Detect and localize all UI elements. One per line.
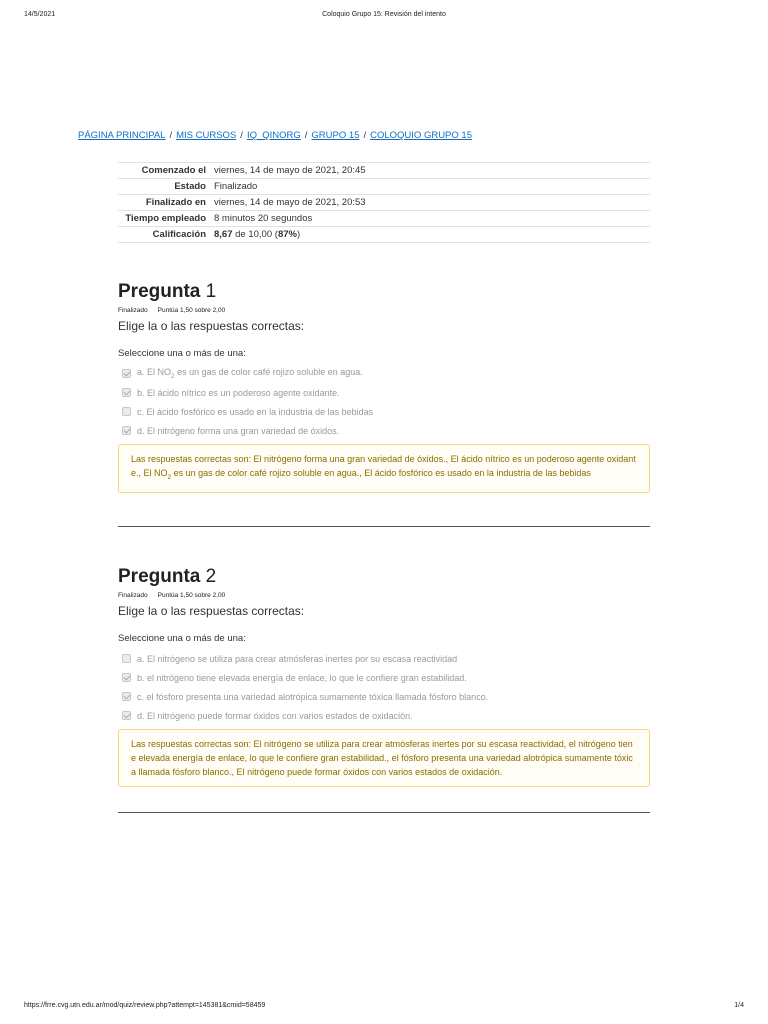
option-text-cont: es un gas de color café rojizo soluble en agua.	[174, 367, 363, 378]
question-info	[118, 306, 650, 315]
answer-option-d	[118, 706, 650, 725]
breadcrumb-separator: /	[304, 130, 308, 141]
option-label: b. El ácido nítrico es un poderoso agente oxidante.	[137, 387, 340, 398]
question-divider	[118, 526, 650, 527]
correct-answer-feedback	[118, 729, 650, 787]
feedback-text: Las respuestas correctas son: El nitrógeno se utiliza para crear atmósferas inertes por su escasa reactividad, el nitrógeno tiene elevada energía de enlace, lo que le confiere gran estabilidad., el fósforo presenta una variedad alotrópica sumamente tóxica llamada fósforo blanco., El nitrógeno puede formar óxidos con varios estados de oxidación.	[131, 739, 633, 777]
summary-row-started	[118, 163, 650, 179]
breadcrumb-my-courses[interactable]: MIS CURSOS	[176, 130, 237, 141]
correct-answer-feedback	[118, 444, 650, 493]
option-label	[137, 367, 363, 380]
option-label: d. El nitrógeno forma una gran variedad de óxidos.	[137, 425, 340, 436]
question-info	[118, 591, 650, 600]
option-label: a. El nitrógeno se utiliza para crear atmósferas inertes por su escasa reactividad	[137, 653, 458, 664]
summary-value: viernes, 14 de mayo de 2021, 20:53	[214, 197, 366, 208]
answer-prompt: Seleccione una o más de una:	[118, 633, 246, 644]
print-page-number: 1/4	[734, 1002, 744, 1009]
option-text: a. El NO	[137, 367, 172, 378]
checkbox-checked	[122, 426, 131, 435]
answer-option-b	[118, 668, 650, 687]
grade-score: 8,67	[214, 229, 233, 240]
summary-value: 8 minutos 20 segundos	[214, 213, 313, 224]
summary-label: Finalizado en	[145, 197, 206, 208]
question-state: Finalizado	[118, 307, 148, 314]
option-label: c. El ácido fosfórico es usado en la industria de las bebidas	[137, 406, 374, 417]
answer-option-b	[118, 383, 650, 402]
checkbox-checked	[122, 369, 131, 378]
option-subscript: 2	[171, 372, 175, 380]
attempt-summary-table	[118, 162, 650, 243]
print-date: 14/5/2021	[24, 11, 56, 18]
summary-label: Calificación	[152, 229, 206, 240]
question-grade: Puntúa 1,50 sobre 2,00	[157, 592, 226, 599]
grade-percent: 87%	[277, 229, 297, 240]
checkbox-unchecked	[122, 407, 131, 416]
feedback-text-cont: es un gas de color café rojizo soluble en agua., El ácido fosfórico es usado en la industria de las bebidas	[171, 468, 591, 478]
question-number: 2	[205, 566, 217, 587]
checkbox-checked	[122, 388, 131, 397]
grade-of: de 10,00	[235, 229, 273, 240]
feedback-subscript: 2	[167, 473, 172, 481]
checkbox-checked	[122, 711, 131, 720]
breadcrumb-separator: /	[363, 130, 367, 141]
answer-option-a	[118, 649, 650, 668]
summary-label: Comenzado el	[141, 165, 206, 176]
option-label: b. el nitrógeno tiene elevada energía de enlace, lo que le confiere gran estabilidad.	[137, 672, 467, 683]
checkbox-checked	[122, 692, 131, 701]
answer-option-d	[118, 421, 650, 440]
question-heading	[118, 565, 650, 589]
print-url: https://frre.cvg.utn.edu.ar/mod/quiz/review.php?attempt=145381&cmid=58459	[24, 1002, 266, 1009]
checkbox-checked	[122, 673, 131, 682]
print-title: Coloquio Grupo 15: Revisión del intento	[322, 11, 446, 18]
question-word: Pregunta	[118, 281, 201, 302]
summary-label: Tiempo empleado	[125, 213, 206, 224]
answer-option-c	[118, 402, 650, 421]
answer-option-c	[118, 687, 650, 706]
summary-row-time	[118, 211, 650, 227]
breadcrumb-home[interactable]: PÁGINA PRINCIPAL	[78, 130, 166, 141]
breadcrumb-group[interactable]: GRUPO 15	[311, 130, 360, 141]
summary-row-finished	[118, 195, 650, 211]
question-divider	[118, 812, 650, 813]
summary-grade-value: 8,67 de 10,00 (87%)	[214, 229, 301, 240]
summary-label: Estado	[174, 181, 206, 192]
question-word: Pregunta	[118, 566, 201, 587]
question-number: 1	[205, 281, 217, 302]
question-heading	[118, 280, 650, 304]
answer-option-a	[118, 364, 650, 383]
summary-row-grade	[118, 227, 650, 243]
checkbox-unchecked	[122, 654, 131, 663]
print-header	[0, 11, 768, 23]
question-1	[118, 280, 650, 493]
breadcrumb-separator: /	[169, 130, 173, 141]
feedback-text: Las respuestas correctas son: El nitrógeno forma una gran variedad de óxidos., El ácido nítrico es un poderoso agente oxidante., El NO	[131, 454, 636, 478]
option-label: c. el fósforo presenta una variedad alotrópica sumamente tóxica llamada fósforo blanco.	[137, 691, 489, 702]
print-footer	[0, 1002, 768, 1014]
breadcrumb-course[interactable]: IQ_QINORG	[246, 130, 301, 141]
summary-value: viernes, 14 de mayo de 2021, 20:45	[214, 165, 366, 176]
summary-value: Finalizado	[214, 181, 258, 192]
answer-options	[118, 649, 650, 725]
breadcrumb	[78, 130, 472, 141]
breadcrumb-separator: /	[240, 130, 243, 141]
option-label: d. El nitrógeno puede formar óxidos con varios estados de oxidación.	[137, 710, 413, 721]
question-text: Elige la o las respuestas correctas:	[118, 319, 305, 333]
question-state: Finalizado	[118, 592, 148, 599]
summary-row-state	[118, 179, 650, 195]
answer-options	[118, 364, 650, 440]
question-2	[118, 565, 650, 787]
question-text: Elige la o las respuestas correctas:	[118, 604, 305, 618]
question-grade: Puntúa 1,50 sobre 2,00	[157, 307, 226, 314]
answer-prompt: Seleccione una o más de una:	[118, 348, 246, 359]
breadcrumb-quiz[interactable]: COLOQUIO GRUPO 15	[370, 130, 472, 141]
